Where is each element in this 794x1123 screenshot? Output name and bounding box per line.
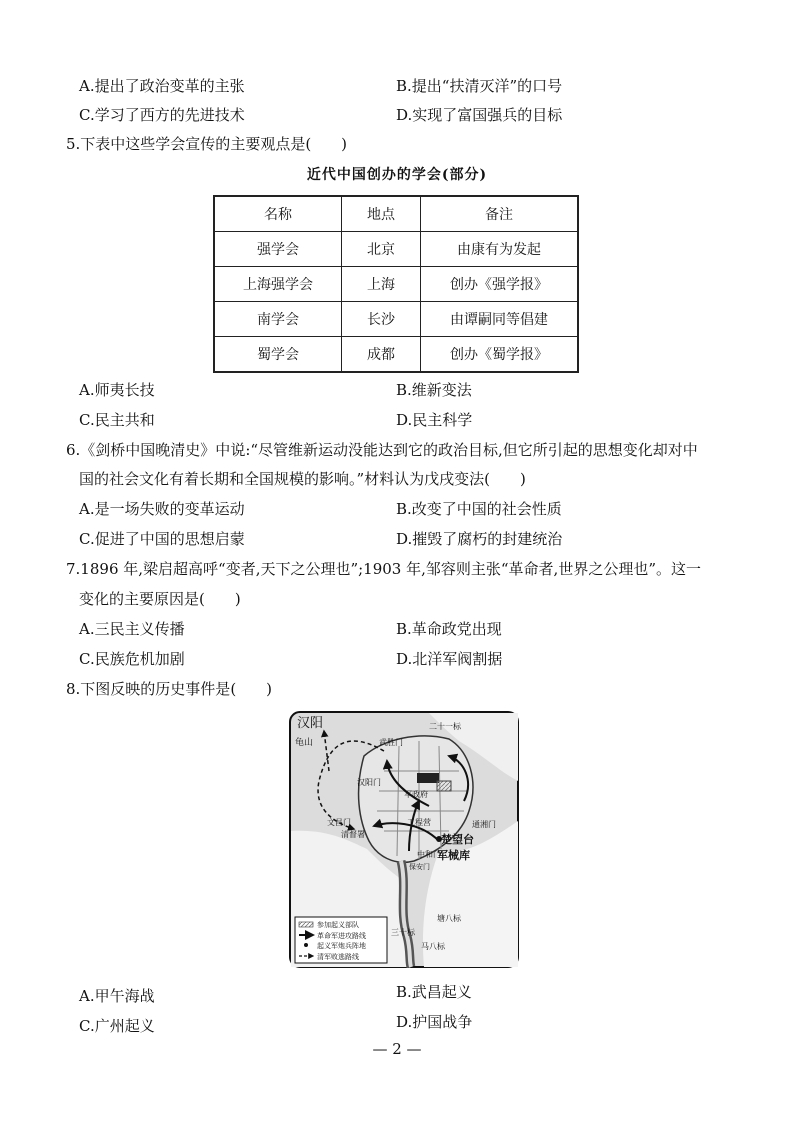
legend-swatch-artillery xyxy=(304,943,308,947)
q4-option-b: B.提出“扶清灭洋”的口号 xyxy=(396,77,563,95)
label-hanyang: 汉阳 xyxy=(297,716,324,731)
label-8th-cavalry: 马八标 xyxy=(421,942,445,951)
table-cell: 创办《强学报》 xyxy=(421,267,579,302)
table-cell: 由谭嗣同等倡建 xyxy=(421,302,579,337)
table-header: 名称 xyxy=(214,196,342,232)
q7-option-c: C.民族危机加剧 xyxy=(79,650,185,668)
table-header: 备注 xyxy=(421,196,579,232)
q4-option-d: D.实现了富国强兵的目标 xyxy=(396,106,563,124)
q6-option-b: B.改变了中国的社会性质 xyxy=(396,500,562,518)
q7-stem-line-2: 变化的主要原因是( ) xyxy=(79,590,241,608)
label-baoanmen: 保安门 xyxy=(409,863,430,871)
wuchang-uprising-map xyxy=(289,711,519,968)
q7-stem-line-1: 7.1896 年,梁启超高呼“变者,天下之公理也”;1903 年,邹容则主张“革命者,世界之公理也”。这一 xyxy=(66,560,701,578)
map-legend xyxy=(295,917,387,963)
label-armory: 军械库 xyxy=(437,849,470,862)
q4-option-c: C.学习了西方的先进技术 xyxy=(79,106,245,124)
table-cell: 北京 xyxy=(342,232,421,267)
label-guishan: 龟山 xyxy=(295,738,314,748)
label-zhonghemen: 中和门 xyxy=(417,850,441,859)
label-chuwangtai: 楚望台 xyxy=(441,833,474,846)
label-21st-regiment: 二十一标 xyxy=(429,722,461,731)
society-table xyxy=(213,195,579,373)
q8-option-a: A.甲午海战 xyxy=(79,987,155,1005)
q7-option-d: D.北洋军阀割据 xyxy=(396,650,503,668)
label-8th-regiment-tang: 塘八标 xyxy=(437,914,461,923)
q4-option-a: A.提出了政治变革的主张 xyxy=(79,77,245,95)
label-military-government: 军政府 xyxy=(404,790,428,799)
q7-option-b: B.革命政党出现 xyxy=(396,620,502,638)
label-tongxiangmen: 通湘门 xyxy=(472,820,496,829)
label-engineering-battalion: 工程营 xyxy=(407,818,431,827)
label-hanyangmen: 汉阳门 xyxy=(357,778,381,787)
table-row xyxy=(214,302,578,337)
table-cell: 南学会 xyxy=(214,302,342,337)
legend-item: 革命军进攻路线 xyxy=(317,932,366,940)
q5-option-a: A.师夷长技 xyxy=(79,381,155,399)
q8-option-b: B.武昌起义 xyxy=(396,983,472,1001)
page-number: — 2 — xyxy=(372,1040,422,1058)
table-cell: 上海 xyxy=(342,267,421,302)
legend-item: 清军败逃路线 xyxy=(317,953,359,961)
label-wenchangmen: 文昌门 xyxy=(327,818,351,827)
q7-option-a: A.三民主义传播 xyxy=(79,620,185,638)
q5-stem: 5.下表中这些学会宣传的主要观点是( ) xyxy=(66,135,348,153)
q8-option-c: C.广州起义 xyxy=(79,1017,155,1035)
q5-option-c: C.民主共和 xyxy=(79,411,155,429)
legend-item: 参加起义部队 xyxy=(317,921,359,929)
q6-option-d: D.摧毁了腐朽的封建统治 xyxy=(396,530,563,548)
table-cell: 蜀学会 xyxy=(214,337,342,373)
table-cell: 由康有为发起 xyxy=(421,232,579,267)
table-row xyxy=(214,232,578,267)
table-header: 地点 xyxy=(342,196,421,232)
q6-option-c: C.促进了中国的思想启蒙 xyxy=(79,530,245,548)
barracks-block xyxy=(437,781,451,791)
q6-stem-line-1: 6.《剑桥中国晚清史》中说:“尽管维新运动没能达到它的政治目标,但它所引起的思想变化却对中 xyxy=(66,441,698,459)
label-qing-governor-office: 清督署 xyxy=(341,830,365,839)
q6-option-a: A.是一场失败的变革运动 xyxy=(79,500,245,518)
table-row xyxy=(214,337,578,373)
q6-stem-line-2: 国的社会文化有着长期和全国规模的影响。”材料认为戊戌变法( ) xyxy=(79,470,526,488)
q5-table-title: 近代中国创办的学会(部分) xyxy=(306,167,488,183)
army-building xyxy=(417,773,439,783)
table-cell: 长沙 xyxy=(342,302,421,337)
table-row xyxy=(214,267,578,302)
q5-option-d: D.民主科学 xyxy=(396,411,473,429)
q8-stem: 8.下图反映的历史事件是( ) xyxy=(66,680,273,698)
q8-option-d: D.护国战争 xyxy=(396,1013,473,1031)
label-wushengmen: 武胜门 xyxy=(379,738,403,747)
table-cell: 成都 xyxy=(342,337,421,373)
table-cell: 强学会 xyxy=(214,232,342,267)
table-cell: 上海强学会 xyxy=(214,267,342,302)
label-30th-regiment: 三十标 xyxy=(391,928,415,937)
legend-swatch-units xyxy=(299,922,313,927)
table-header-row xyxy=(214,196,578,232)
legend-item: 起义军炮兵阵地 xyxy=(317,942,366,950)
q5-option-b: B.维新变法 xyxy=(396,381,472,399)
table-cell: 创办《蜀学报》 xyxy=(421,337,579,373)
